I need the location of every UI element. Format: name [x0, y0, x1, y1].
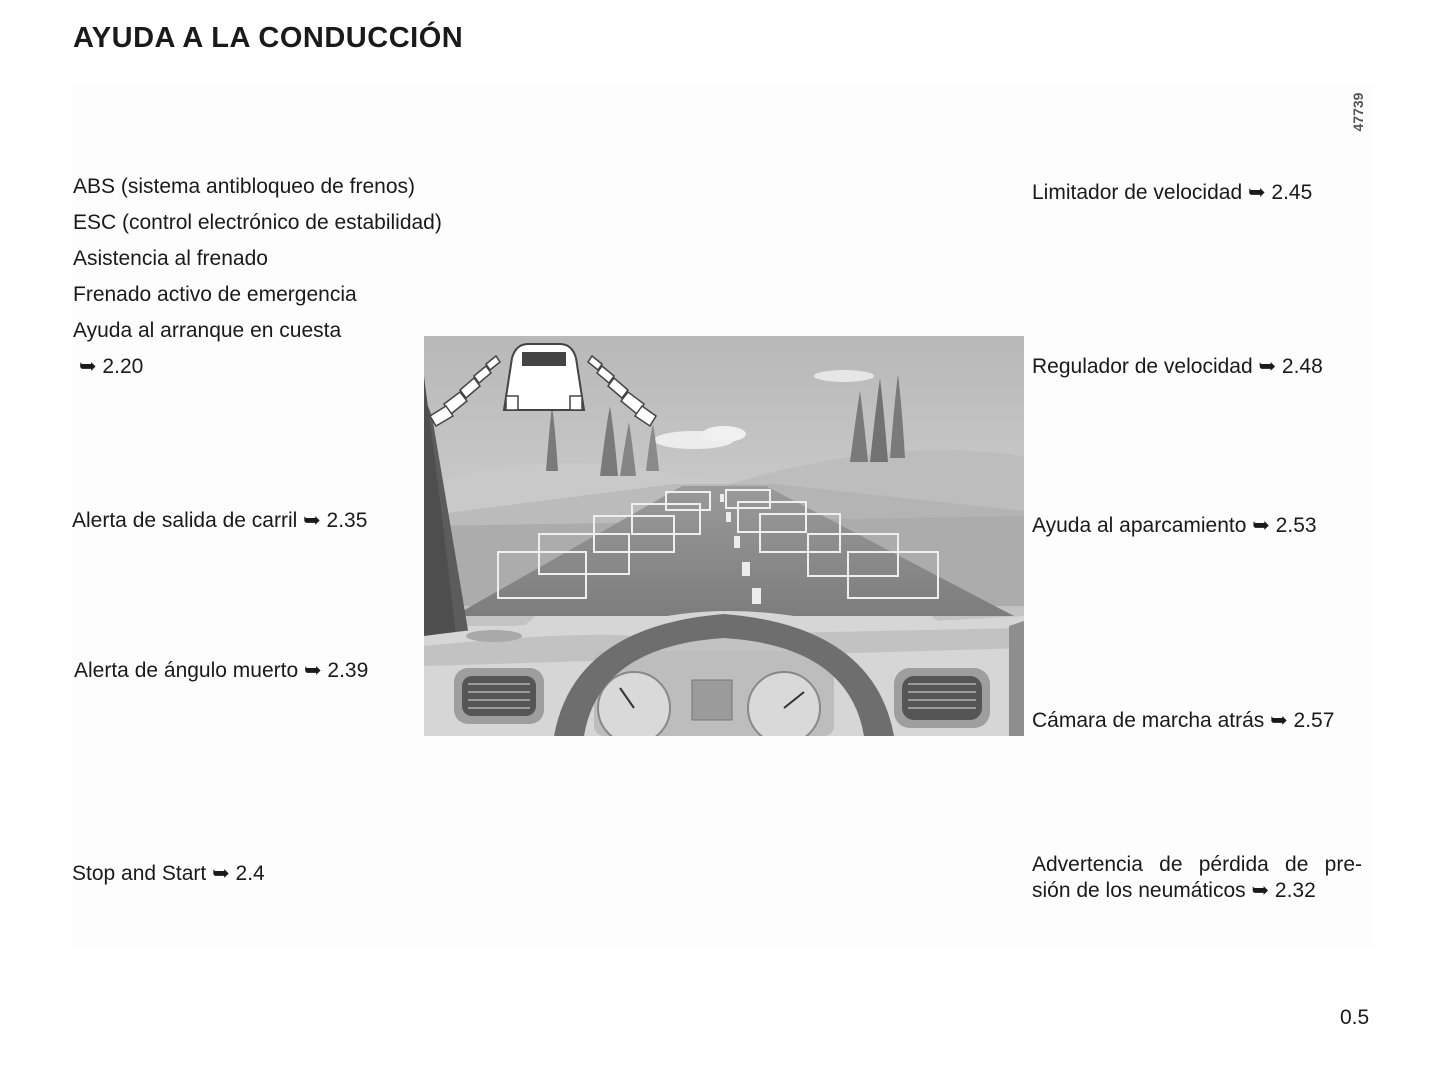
- list-item: Asistencia al frenado: [73, 247, 268, 270]
- blind-spot-label: Alerta de ángulo muerto ➥ 2.39: [74, 659, 369, 682]
- lane-departure-label: Alerta de salida de carril ➥ 2.35: [72, 509, 368, 532]
- list-item: ESC (control electrónico de estabilidad): [73, 211, 442, 234]
- list-item-page-ref: ➥ 2.20: [79, 355, 144, 378]
- list-item: Ayuda al arranque en cuesta: [73, 319, 342, 342]
- tachometer-icon: [748, 672, 820, 736]
- list-item: Frenado activo de emergencia: [73, 283, 357, 306]
- page-title: AYUDA A LA CONDUCCIÓN: [73, 22, 464, 54]
- list-item: ABS (sistema antibloqueo de frenos): [73, 175, 416, 198]
- air-vent-icon: [454, 668, 544, 724]
- rear-camera-label: Cámara de marcha atrás ➥ 2.57: [1032, 709, 1335, 732]
- air-vent-icon: [894, 668, 990, 728]
- stop-start-label: Stop and Start ➥ 2.4: [72, 862, 265, 885]
- tyre-pressure-label: Advertencia de pérdida de pre- sión de los neumáticos ➥ 2.32: [1032, 853, 1362, 902]
- driving-assistance-illustration: [424, 336, 1024, 736]
- speed-limiter-label: Limitador de velocidad ➥ 2.45: [1032, 181, 1313, 204]
- parking-aid-label: Ayuda al aparcamiento ➥ 2.53: [1032, 514, 1317, 537]
- car-ahead-icon: [504, 344, 584, 410]
- cruise-control-label: Regulador de velocidad ➥ 2.48: [1032, 355, 1323, 378]
- figure-reference-code: 47739: [1350, 92, 1366, 132]
- page-number: 0.5: [1340, 1006, 1370, 1029]
- feature-list: [73, 169, 442, 385]
